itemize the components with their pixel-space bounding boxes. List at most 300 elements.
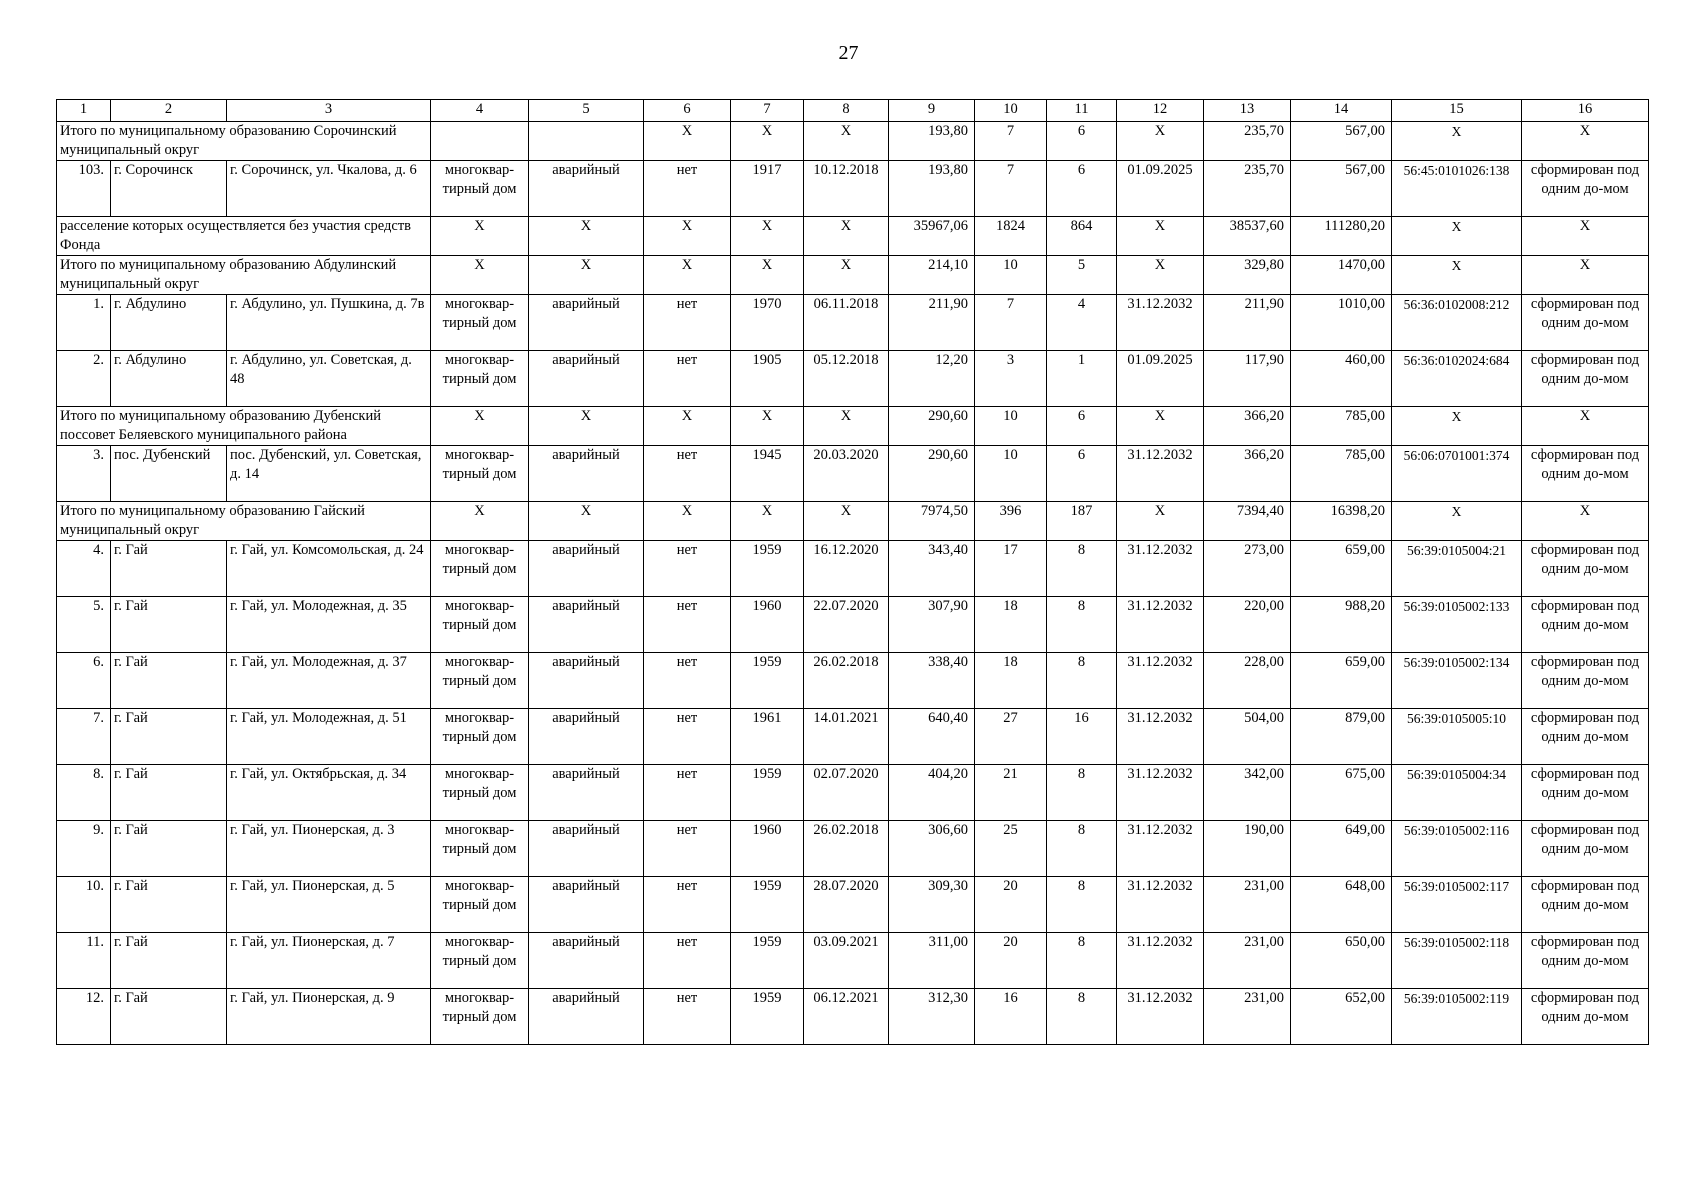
table-cell: 220,00 <box>1204 597 1291 653</box>
table-cell: X <box>644 217 731 256</box>
table-cell: 366,20 <box>1204 446 1291 502</box>
table-cell: многоквар-тирный дом <box>431 295 529 351</box>
table-cell: 35967,06 <box>889 217 975 256</box>
table-cell: многоквар-тирный дом <box>431 877 529 933</box>
table-cell: X <box>431 217 529 256</box>
table-cell: 1970 <box>731 295 804 351</box>
page-number: 27 <box>838 42 859 64</box>
table-cell: сформирован под одним до-мом <box>1522 351 1649 407</box>
table-cell: 7394,40 <box>1204 502 1291 541</box>
table-cell: 26.02.2018 <box>804 653 889 709</box>
table-cell: 7974,50 <box>889 502 975 541</box>
table-cell: X <box>1117 502 1204 541</box>
table-cell: 56:36:0102024:684 <box>1392 351 1522 407</box>
table-cell: 56:45:0101026:138 <box>1392 161 1522 217</box>
table-cell: 1959 <box>731 765 804 821</box>
column-header: 3 <box>227 100 431 122</box>
table-cell: 6 <box>1047 122 1117 161</box>
table-cell: 56:39:0105002:118 <box>1392 933 1522 989</box>
table-cell: X <box>1522 122 1649 161</box>
table-row <box>57 295 1649 351</box>
settlement-cell: г. Сорочинск <box>111 161 227 217</box>
table-cell: аварийный <box>529 161 644 217</box>
table-cell: 20 <box>975 877 1047 933</box>
settlement-cell: г. Гай <box>111 541 227 597</box>
table-cell: 31.12.2032 <box>1117 877 1204 933</box>
table-cell: 06.11.2018 <box>804 295 889 351</box>
subtotal-label: Итого по муниципальному образованию Дубенский поссовет Беляевского муниципального района <box>57 407 431 446</box>
subtotal-row <box>57 407 1649 446</box>
table-cell: 22.07.2020 <box>804 597 889 653</box>
table-cell: 8 <box>1047 821 1117 877</box>
table-cell: 01.09.2025 <box>1117 161 1204 217</box>
table-cell: 8 <box>1047 933 1117 989</box>
table-cell: 20.03.2020 <box>804 446 889 502</box>
table-cell: 1905 <box>731 351 804 407</box>
table-cell: 8 <box>1047 877 1117 933</box>
table-cell: сформирован под одним до-мом <box>1522 989 1649 1045</box>
table-cell: нет <box>644 877 731 933</box>
settlement-cell: г. Абдулино <box>111 295 227 351</box>
table-cell: 56:39:0105004:21 <box>1392 541 1522 597</box>
row-number-cell: 1. <box>57 295 111 351</box>
table-cell: аварийный <box>529 821 644 877</box>
table-cell: 311,00 <box>889 933 975 989</box>
table-cell: X <box>644 502 731 541</box>
table-row <box>57 821 1649 877</box>
table-cell: 56:39:0105004:34 <box>1392 765 1522 821</box>
table-cell: нет <box>644 821 731 877</box>
table-cell: X <box>804 122 889 161</box>
address-cell: г. Гай, ул. Пионерская, д. 5 <box>227 877 431 933</box>
table-cell: 5 <box>1047 256 1117 295</box>
table-cell: многоквар-тирный дом <box>431 541 529 597</box>
table-cell: X <box>731 217 804 256</box>
address-cell: г. Гай, ул. Молодежная, д. 35 <box>227 597 431 653</box>
table-cell: 18 <box>975 653 1047 709</box>
table-cell: 7 <box>975 295 1047 351</box>
table-cell: 6 <box>1047 407 1117 446</box>
table-cell: 1824 <box>975 217 1047 256</box>
table-cell <box>431 122 529 161</box>
table-cell: 235,70 <box>1204 122 1291 161</box>
table-cell: 460,00 <box>1291 351 1392 407</box>
table-cell: 56:06:0701001:374 <box>1392 446 1522 502</box>
table-cell: многоквар-тирный дом <box>431 933 529 989</box>
table-cell: 567,00 <box>1291 161 1392 217</box>
table-cell: многоквар-тирный дом <box>431 597 529 653</box>
table-cell: многоквар-тирный дом <box>431 765 529 821</box>
table-cell: сформирован под одним до-мом <box>1522 765 1649 821</box>
table-cell: 1959 <box>731 933 804 989</box>
table-row <box>57 709 1649 765</box>
table-cell: 1010,00 <box>1291 295 1392 351</box>
table-cell: 31.12.2032 <box>1117 989 1204 1045</box>
table-cell: многоквар-тирный дом <box>431 989 529 1045</box>
table-cell: 404,20 <box>889 765 975 821</box>
table-cell: 56:39:0105002:116 <box>1392 821 1522 877</box>
settlement-cell: г. Гай <box>111 877 227 933</box>
table-cell: 38537,60 <box>1204 217 1291 256</box>
table-cell: 16 <box>975 989 1047 1045</box>
row-number-cell: 12. <box>57 989 111 1045</box>
address-cell: г. Гай, ул. Пионерская, д. 9 <box>227 989 431 1045</box>
row-number-cell: 7. <box>57 709 111 765</box>
table-row <box>57 653 1649 709</box>
settlement-cell: г. Гай <box>111 765 227 821</box>
table-cell: 3 <box>975 351 1047 407</box>
table-cell: X <box>529 407 644 446</box>
table-cell: 785,00 <box>1291 446 1392 502</box>
table-cell: сформирован под одним до-мом <box>1522 541 1649 597</box>
address-cell: г. Гай, ул. Комсомольская, д. 24 <box>227 541 431 597</box>
table-cell: 342,00 <box>1204 765 1291 821</box>
table-cell: 659,00 <box>1291 653 1392 709</box>
address-cell: г. Абдулино, ул. Советская, д. 48 <box>227 351 431 407</box>
table-cell: X <box>1392 217 1522 256</box>
table-cell: 31.12.2032 <box>1117 765 1204 821</box>
table-cell: 12,20 <box>889 351 975 407</box>
table-row <box>57 351 1649 407</box>
table-cell: сформирован под одним до-мом <box>1522 933 1649 989</box>
table-cell: X <box>1117 256 1204 295</box>
settlement-cell: г. Гай <box>111 821 227 877</box>
table-cell: 1959 <box>731 989 804 1045</box>
address-cell: г. Гай, ул. Пионерская, д. 7 <box>227 933 431 989</box>
table-cell: аварийный <box>529 765 644 821</box>
row-number-cell: 10. <box>57 877 111 933</box>
table-cell: 231,00 <box>1204 877 1291 933</box>
row-number-cell: 4. <box>57 541 111 597</box>
table-cell: 56:36:0102008:212 <box>1392 295 1522 351</box>
table-cell: 640,40 <box>889 709 975 765</box>
settlement-cell: г. Гай <box>111 653 227 709</box>
column-header: 4 <box>431 100 529 122</box>
table-cell: аварийный <box>529 933 644 989</box>
subtotal-label: Итого по муниципальному образованию Гайский муниципальный округ <box>57 502 431 541</box>
table-cell: многоквар-тирный дом <box>431 821 529 877</box>
table-cell: X <box>804 407 889 446</box>
table-cell: 7 <box>975 122 1047 161</box>
table-cell: 329,80 <box>1204 256 1291 295</box>
table-cell: 211,90 <box>1204 295 1291 351</box>
table-cell: нет <box>644 351 731 407</box>
table-cell: 31.12.2032 <box>1117 597 1204 653</box>
table-cell: 659,00 <box>1291 541 1392 597</box>
table-cell: X <box>804 502 889 541</box>
table-cell: нет <box>644 541 731 597</box>
subtotal-row <box>57 256 1649 295</box>
table-cell: 309,30 <box>889 877 975 933</box>
table-cell: 338,40 <box>889 653 975 709</box>
table-cell: многоквар-тирный дом <box>431 351 529 407</box>
table-cell: 56:39:0105002:134 <box>1392 653 1522 709</box>
table-row <box>57 541 1649 597</box>
table-cell: X <box>731 502 804 541</box>
table-cell: 31.12.2032 <box>1117 709 1204 765</box>
table-cell: 8 <box>1047 597 1117 653</box>
table-cell: X <box>731 256 804 295</box>
address-cell: г. Сорочинск, ул. Чкалова, д. 6 <box>227 161 431 217</box>
table-row <box>57 161 1649 217</box>
table-cell: X <box>731 407 804 446</box>
table-cell: 31.12.2032 <box>1117 653 1204 709</box>
table-cell: 1470,00 <box>1291 256 1392 295</box>
table-cell: аварийный <box>529 541 644 597</box>
table-cell: X <box>1522 502 1649 541</box>
table-cell: 864 <box>1047 217 1117 256</box>
table-cell: нет <box>644 933 731 989</box>
table-cell: сформирован под одним до-мом <box>1522 877 1649 933</box>
table-cell: аварийный <box>529 877 644 933</box>
table-cell: X <box>431 502 529 541</box>
table-cell: сформирован под одним до-мом <box>1522 446 1649 502</box>
table-cell: многоквар-тирный дом <box>431 446 529 502</box>
table-cell: 652,00 <box>1291 989 1392 1045</box>
table-cell: 290,60 <box>889 407 975 446</box>
table-cell: 785,00 <box>1291 407 1392 446</box>
settlement-cell: г. Гай <box>111 709 227 765</box>
table-cell: 1959 <box>731 653 804 709</box>
subtotal-row <box>57 502 1649 541</box>
table-row <box>57 877 1649 933</box>
table-row <box>57 446 1649 502</box>
table-cell: X <box>1392 256 1522 295</box>
table-cell: 117,90 <box>1204 351 1291 407</box>
table-cell: 214,10 <box>889 256 975 295</box>
address-cell: пос. Дубенский, ул. Советская, д. 14 <box>227 446 431 502</box>
table-cell: 20 <box>975 933 1047 989</box>
table-cell: аварийный <box>529 597 644 653</box>
table-cell: 26.02.2018 <box>804 821 889 877</box>
table-cell: 1959 <box>731 877 804 933</box>
table-cell: аварийный <box>529 709 644 765</box>
table-cell: сформирован под одним до-мом <box>1522 161 1649 217</box>
column-header: 15 <box>1392 100 1522 122</box>
table-cell: сформирован под одним до-мом <box>1522 653 1649 709</box>
subtotal-label: Итого по муниципальному образованию Абдулинский муниципальный округ <box>57 256 431 295</box>
table-cell: 4 <box>1047 295 1117 351</box>
column-header: 11 <box>1047 100 1117 122</box>
table-cell: X <box>804 256 889 295</box>
table-cell: X <box>1522 407 1649 446</box>
row-number-cell: 11. <box>57 933 111 989</box>
table-cell: 211,90 <box>889 295 975 351</box>
table-cell: X <box>529 502 644 541</box>
table-cell: X <box>804 217 889 256</box>
table-cell: 312,30 <box>889 989 975 1045</box>
table-cell: 56:39:0105005:10 <box>1392 709 1522 765</box>
table-cell: 17 <box>975 541 1047 597</box>
row-number-cell: 3. <box>57 446 111 502</box>
address-cell: г. Гай, ул. Молодежная, д. 37 <box>227 653 431 709</box>
table-cell: 988,20 <box>1291 597 1392 653</box>
table-row <box>57 989 1649 1045</box>
table-cell: 21 <box>975 765 1047 821</box>
table-cell: 6 <box>1047 446 1117 502</box>
table-cell: 675,00 <box>1291 765 1392 821</box>
table-row <box>57 933 1649 989</box>
table-cell: X <box>644 122 731 161</box>
table-cell: нет <box>644 597 731 653</box>
table-cell: 28.07.2020 <box>804 877 889 933</box>
table-cell: 03.09.2021 <box>804 933 889 989</box>
column-header: 2 <box>111 100 227 122</box>
table-cell: нет <box>644 295 731 351</box>
settlement-cell: г. Гай <box>111 989 227 1045</box>
table-cell: X <box>1117 122 1204 161</box>
table-cell: 187 <box>1047 502 1117 541</box>
table-cell: 111280,20 <box>1291 217 1392 256</box>
subtotal-label: Итого по муниципальному образованию Сорочинский муниципальный округ <box>57 122 431 161</box>
subtotal-row <box>57 122 1649 161</box>
table-cell: 56:39:0105002:119 <box>1392 989 1522 1045</box>
address-cell: г. Гай, ул. Октябрьская, д. 34 <box>227 765 431 821</box>
table-cell: X <box>1522 217 1649 256</box>
housing-registry-table <box>56 99 1649 1045</box>
row-number-cell: 9. <box>57 821 111 877</box>
table-cell: аварийный <box>529 295 644 351</box>
table-cell: 343,40 <box>889 541 975 597</box>
settlement-cell: г. Абдулино <box>111 351 227 407</box>
table-cell: аварийный <box>529 653 644 709</box>
table-cell: 31.12.2032 <box>1117 821 1204 877</box>
table-cell: 10 <box>975 407 1047 446</box>
table-cell: 05.12.2018 <box>804 351 889 407</box>
table-cell: 10 <box>975 446 1047 502</box>
table-cell: 228,00 <box>1204 653 1291 709</box>
table-cell: 10 <box>975 256 1047 295</box>
table-cell: X <box>731 122 804 161</box>
table-cell: 8 <box>1047 653 1117 709</box>
table-cell: сформирован под одним до-мом <box>1522 821 1649 877</box>
address-cell: г. Гай, ул. Молодежная, д. 51 <box>227 709 431 765</box>
table-cell <box>529 122 644 161</box>
table-cell: 14.01.2021 <box>804 709 889 765</box>
row-number-cell: 2. <box>57 351 111 407</box>
settlement-cell: г. Гай <box>111 933 227 989</box>
column-header: 10 <box>975 100 1047 122</box>
table-cell: 1960 <box>731 821 804 877</box>
table-cell: сформирован под одним до-мом <box>1522 295 1649 351</box>
table-cell: 193,80 <box>889 161 975 217</box>
row-number-cell: 5. <box>57 597 111 653</box>
table-cell: многоквар-тирный дом <box>431 709 529 765</box>
row-number-cell: 6. <box>57 653 111 709</box>
table-cell: многоквар-тирный дом <box>431 161 529 217</box>
table-cell: 56:39:0105002:133 <box>1392 597 1522 653</box>
address-cell: г. Гай, ул. Пионерская, д. 3 <box>227 821 431 877</box>
row-number-cell: 8. <box>57 765 111 821</box>
settlement-cell: г. Гай <box>111 597 227 653</box>
table-cell: 16398,20 <box>1291 502 1392 541</box>
table-cell: X <box>1522 256 1649 295</box>
table-cell: 16 <box>1047 709 1117 765</box>
column-header: 13 <box>1204 100 1291 122</box>
table-cell: 650,00 <box>1291 933 1392 989</box>
column-header: 12 <box>1117 100 1204 122</box>
table-cell: 273,00 <box>1204 541 1291 597</box>
table-cell: 1945 <box>731 446 804 502</box>
table-row <box>57 765 1649 821</box>
table-cell: 6 <box>1047 161 1117 217</box>
table-cell: нет <box>644 161 731 217</box>
table-cell: нет <box>644 709 731 765</box>
table-cell: X <box>1117 407 1204 446</box>
table-cell: 18 <box>975 597 1047 653</box>
table-cell: 1959 <box>731 541 804 597</box>
column-header: 6 <box>644 100 731 122</box>
table-cell: 290,60 <box>889 446 975 502</box>
table-cell: аварийный <box>529 351 644 407</box>
table-cell: 31.12.2032 <box>1117 933 1204 989</box>
column-header: 5 <box>529 100 644 122</box>
table-cell: 648,00 <box>1291 877 1392 933</box>
settlement-cell: пос. Дубенский <box>111 446 227 502</box>
table-cell: нет <box>644 765 731 821</box>
row-number-cell: 103. <box>57 161 111 217</box>
table-cell: 01.09.2025 <box>1117 351 1204 407</box>
table-cell: X <box>431 407 529 446</box>
table-cell: сформирован под одним до-мом <box>1522 597 1649 653</box>
table-cell: нет <box>644 989 731 1045</box>
table-cell: 649,00 <box>1291 821 1392 877</box>
table-cell: 16.12.2020 <box>804 541 889 597</box>
column-header: 8 <box>804 100 889 122</box>
table-cell: нет <box>644 446 731 502</box>
table-cell: 366,20 <box>1204 407 1291 446</box>
table-cell: 56:39:0105002:117 <box>1392 877 1522 933</box>
table-cell: 231,00 <box>1204 989 1291 1045</box>
table-cell: 193,80 <box>889 122 975 161</box>
table-cell: 8 <box>1047 989 1117 1045</box>
table-cell: нет <box>644 653 731 709</box>
table-cell: 31.12.2032 <box>1117 446 1204 502</box>
table-cell: 1 <box>1047 351 1117 407</box>
table-cell: 879,00 <box>1291 709 1392 765</box>
table-cell: X <box>1117 217 1204 256</box>
table-row <box>57 597 1649 653</box>
table-cell: 10.12.2018 <box>804 161 889 217</box>
table-cell: X <box>529 217 644 256</box>
column-header: 16 <box>1522 100 1649 122</box>
table-cell: 31.12.2032 <box>1117 541 1204 597</box>
table-cell: X <box>644 407 731 446</box>
table-cell: аварийный <box>529 446 644 502</box>
table-cell: 1961 <box>731 709 804 765</box>
column-number-header-row <box>57 100 1649 122</box>
address-cell: г. Абдулино, ул. Пушкина, д. 7в <box>227 295 431 351</box>
column-header: 9 <box>889 100 975 122</box>
table-cell: многоквар-тирный дом <box>431 653 529 709</box>
column-header: 14 <box>1291 100 1392 122</box>
table-cell: 27 <box>975 709 1047 765</box>
table-cell: 307,90 <box>889 597 975 653</box>
table-cell: 504,00 <box>1204 709 1291 765</box>
table-cell: 231,00 <box>1204 933 1291 989</box>
table-cell: X <box>1392 407 1522 446</box>
table-cell: X <box>1392 502 1522 541</box>
table-cell: 06.12.2021 <box>804 989 889 1045</box>
table-cell: 235,70 <box>1204 161 1291 217</box>
table-cell: 190,00 <box>1204 821 1291 877</box>
subtotal-row <box>57 217 1649 256</box>
subtotal-label: расселение которых осуществляется без участия средств Фонда <box>57 217 431 256</box>
table-cell: аварийный <box>529 989 644 1045</box>
table-cell: 1917 <box>731 161 804 217</box>
table-cell: 7 <box>975 161 1047 217</box>
table-cell: X <box>431 256 529 295</box>
